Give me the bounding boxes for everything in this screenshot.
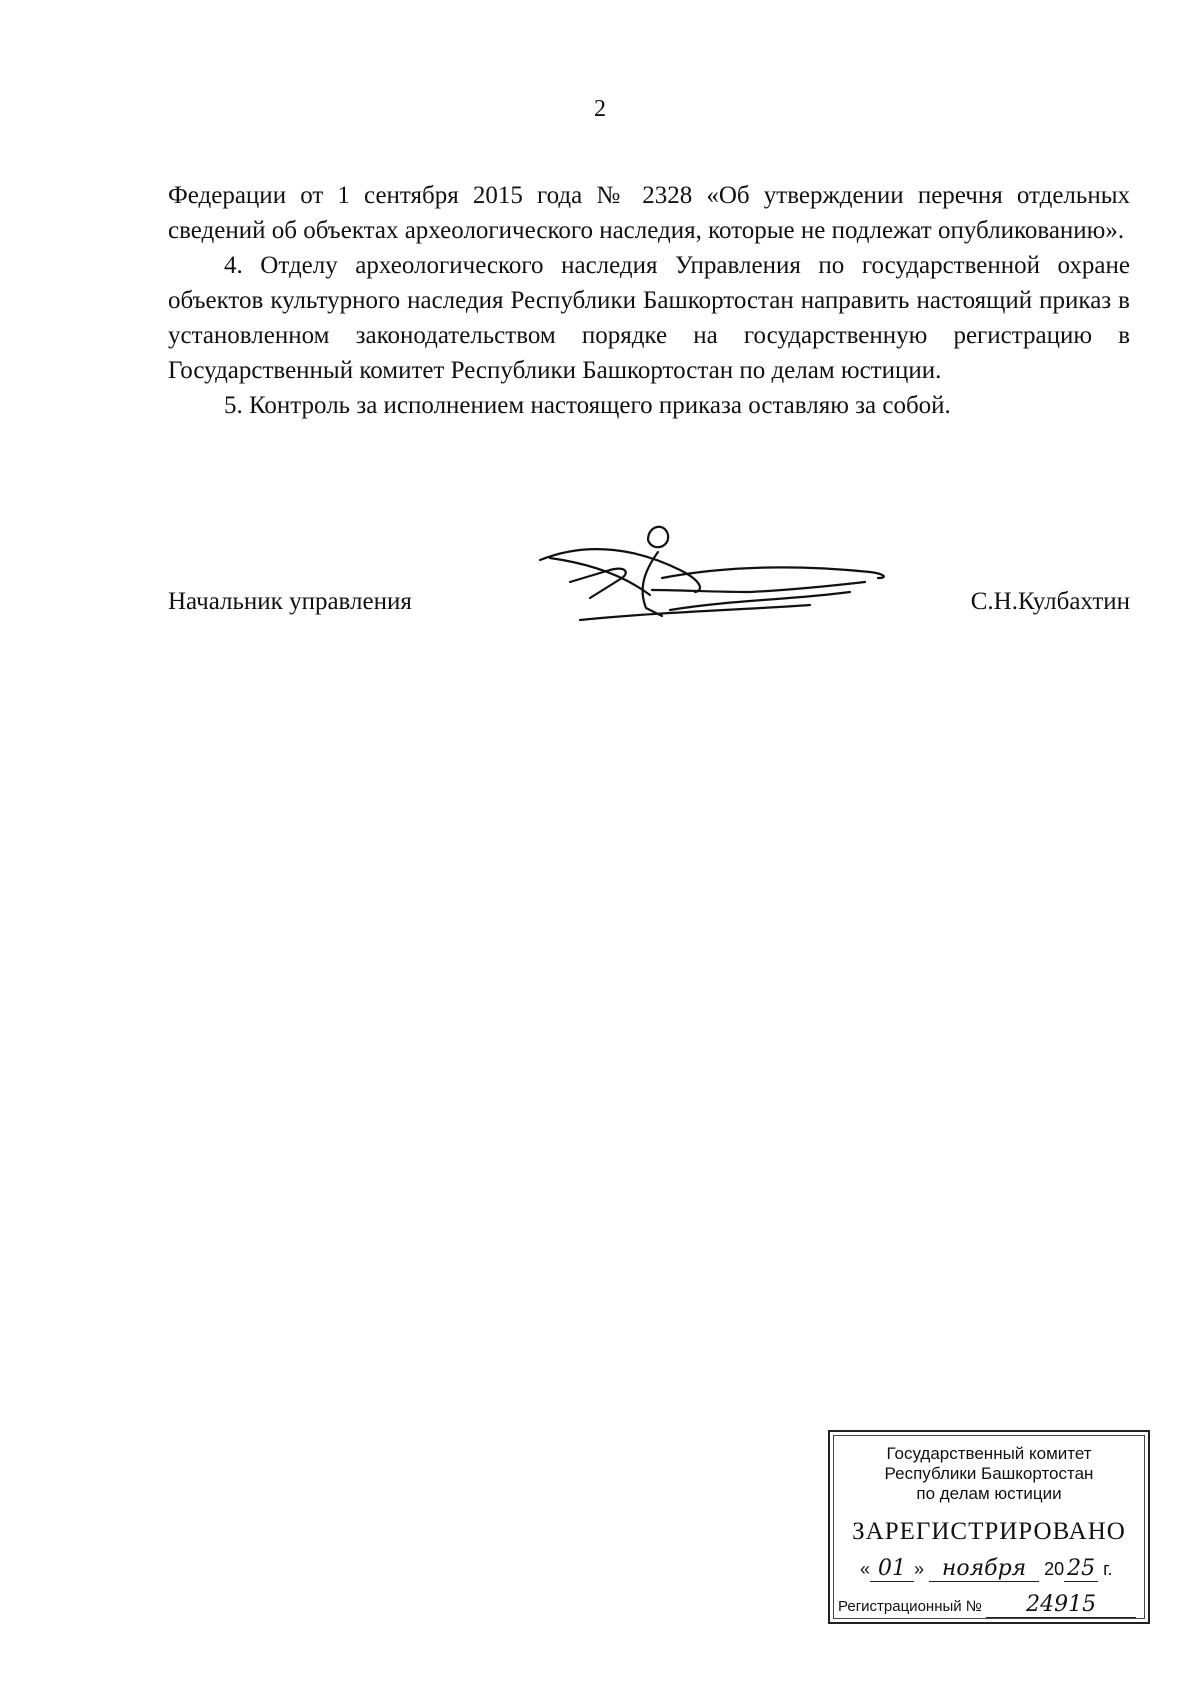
date-year-unit: г. (1103, 1559, 1113, 1579)
registration-stamp (828, 1430, 1150, 1624)
stamp-date (860, 1556, 1140, 1582)
date-day: 01 (870, 1556, 914, 1582)
paragraph-item-4: 4. Отделу археологического наследия Управления по государственной охране объектов культурного наследия Республики Башкортостан направить настоящий приказ в установленном законодательством порядке на государственную регистрацию в Государственный комитет Республики Башкортостан по делам юстиции. (168, 252, 1130, 384)
date-close-quote: » (914, 1559, 925, 1579)
stamp-title: ЗАРЕГИСТРИРОВАНО (852, 1518, 1126, 1545)
stamp-registration-number (838, 1592, 1143, 1618)
date-open-quote: « (860, 1559, 871, 1579)
paragraph-continuation: Федерации от 1 сентября 2015 года № 2328 «Об утверждении перечня отдельных сведений об объектах археологического наследия, которые не подлежат опубликованию». (168, 182, 1130, 244)
date-month: ноября (929, 1556, 1039, 1582)
stamp-org-line1: Государственный комитет (886, 1444, 1092, 1463)
date-year-suffix: 25 (1064, 1556, 1098, 1582)
date-year-prefix: 20 (1044, 1559, 1065, 1579)
stamp-organization (830, 1444, 1148, 1504)
page-number: 2 (594, 96, 606, 122)
document-body (168, 178, 1130, 423)
stamp-org-line3: по делам юстиции (916, 1484, 1062, 1503)
signer-position: Начальник управления (168, 588, 412, 615)
reg-number-label: Регистрационный № (838, 1598, 982, 1615)
reg-number-value: 24915 (986, 1592, 1136, 1618)
signer-name: С.Н.Кулбахтин (970, 588, 1130, 615)
paragraph-item-5: 5. Контроль за исполнением настоящего приказа оставляю за собой. (224, 392, 951, 419)
stamp-org-line2: Республики Башкортостан (884, 1464, 1094, 1483)
signature-block (168, 588, 1130, 638)
